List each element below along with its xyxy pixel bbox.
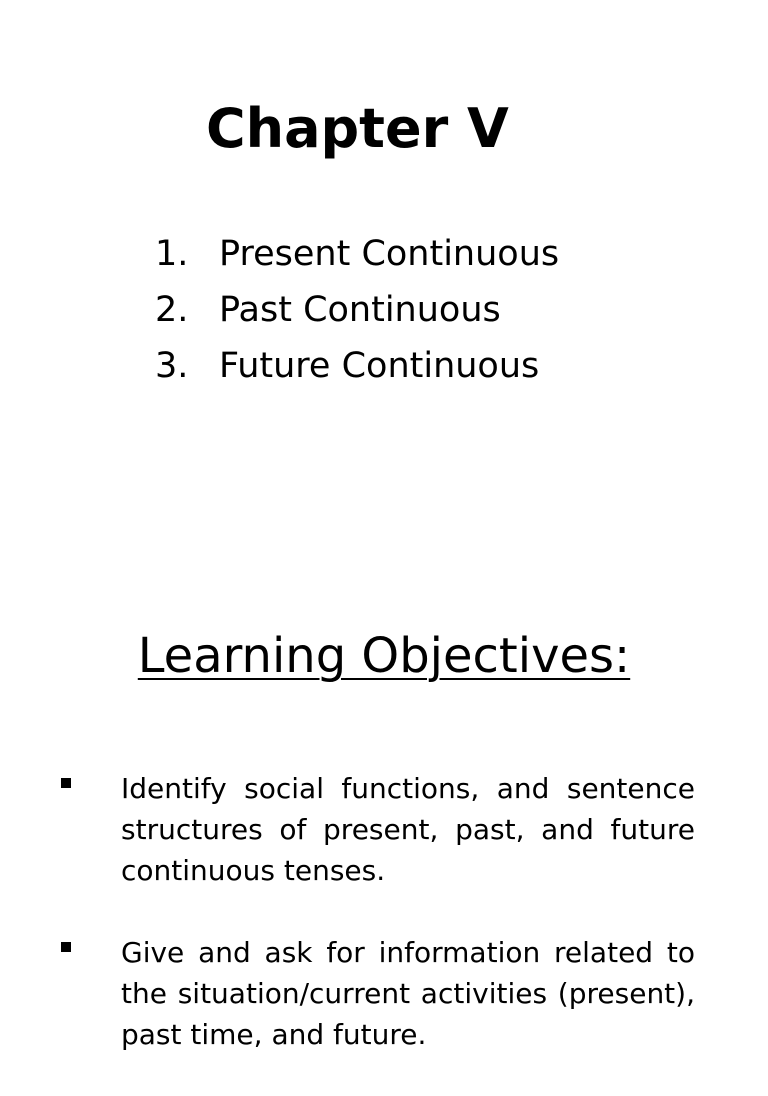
square-bullet-icon: [61, 778, 71, 788]
topic-item: [155, 282, 559, 338]
topic-label: Present Continuous: [219, 234, 560, 274]
objectives-list: [0, 768, 768, 1096]
square-bullet-icon: [61, 942, 71, 952]
topic-number: 3.: [155, 346, 189, 386]
topic-number: 1.: [155, 234, 189, 274]
objectives-heading: [0, 622, 768, 690]
topic-item: [155, 226, 559, 282]
topic-label: Future Continuous: [219, 346, 540, 386]
chapter-title: Chapter V: [206, 97, 509, 160]
objective-item: [0, 932, 768, 1055]
objective-text: Give and ask for information related to the situation/current activities (present), past time, and future.: [121, 936, 695, 1051]
objective-item: [0, 768, 768, 891]
topic-label: Past Continuous: [219, 290, 501, 330]
objective-text: Identify social functions, and sentence structures of present, past, and future continuous tenses.: [121, 772, 695, 887]
topic-item: [155, 338, 559, 394]
topic-number: 2.: [155, 290, 189, 330]
topic-list: [155, 226, 559, 394]
objectives-title-text: Learning Objectives:: [137, 628, 631, 684]
